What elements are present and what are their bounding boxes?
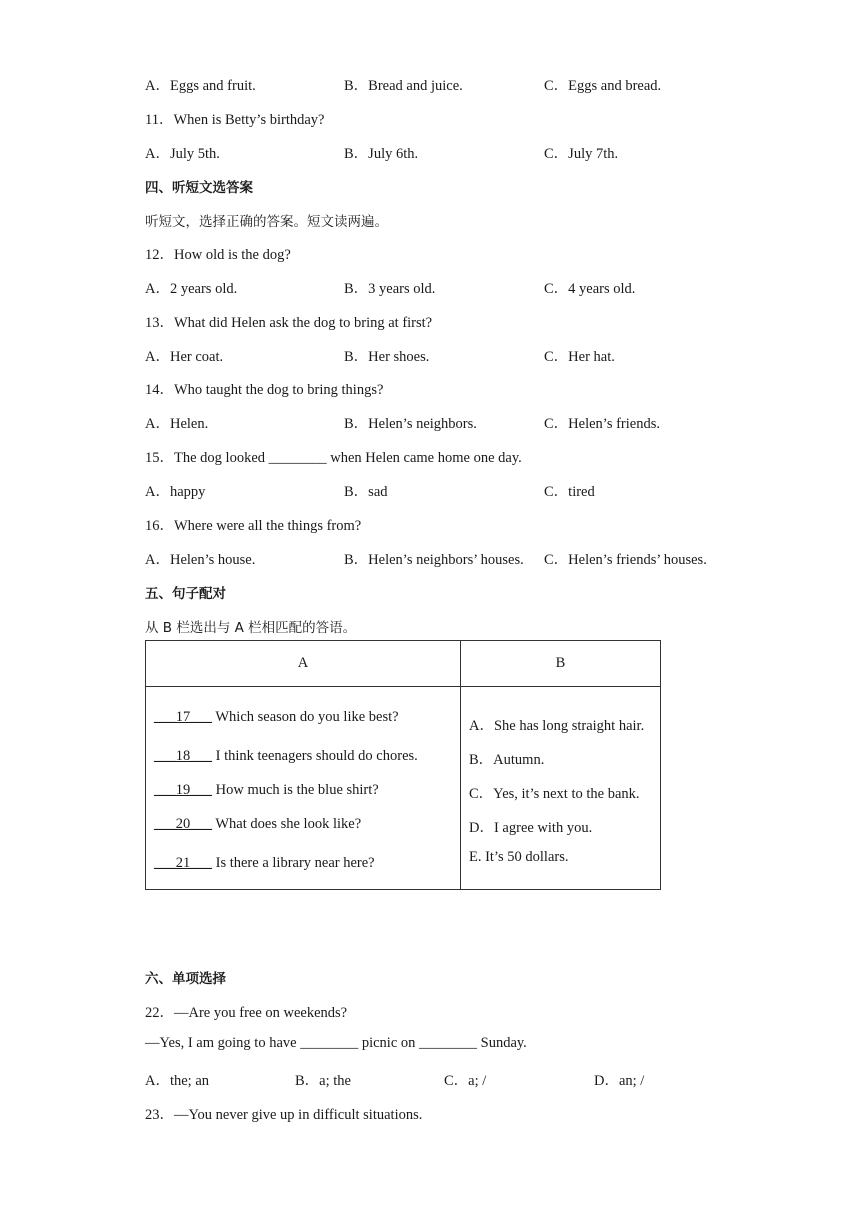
q15-question: 15．The dog looked ________ when Helen came home one day. (145, 450, 522, 466)
q11-option-c: C．July 7th. (544, 146, 619, 162)
q22-option-b: B．a; the (295, 1073, 351, 1089)
q11-option-b: B．July 6th. (344, 146, 419, 162)
match-item-21 (154, 855, 375, 872)
match-item-20 (154, 816, 361, 833)
q22-question: 22．—Are you free on weekends? (145, 1005, 348, 1021)
match-item-17 (154, 709, 399, 726)
section4-instruction: 听短文，选择正确的答案。短文读两遍。 (145, 214, 388, 230)
q14-option-c: C．Helen’s friends. (544, 416, 660, 432)
q15-option-c: C．tired (544, 484, 595, 500)
answer-option-e: E. It’s 50 dollars. (469, 849, 569, 865)
q10-option-a: A．Eggs and fruit. (145, 78, 256, 94)
match-item-19 (154, 782, 379, 799)
q16-option-b: B．Helen’s neighbors’ houses. (344, 552, 524, 568)
q13-option-c: C．Her hat. (544, 349, 615, 365)
q14-option-b: B．Helen’s neighbors. (344, 416, 477, 432)
q11-question: 11．When is Betty’s birthday? (145, 112, 325, 128)
match-item-text: How much is the blue shirt? (212, 782, 379, 798)
q16-option-c: C．Helen’s friends’ houses. (544, 552, 707, 568)
column-b-cell (461, 687, 661, 890)
q13-question: 13．What did Helen ask the dog to bring at first? (145, 315, 433, 331)
q12-option-c: C．4 years old. (544, 281, 636, 297)
matching-table (145, 640, 661, 890)
q10-option-b: B．Bread and juice. (344, 78, 463, 94)
q13-option-b: B．Her shoes. (344, 349, 430, 365)
q15-option-b: B．sad (344, 484, 388, 500)
section5-instruction: 从 B 栏选出与 A 栏相匹配的答语。 (145, 620, 357, 636)
match-item-18 (154, 748, 418, 765)
q13-option-a: A．Her coat. (145, 349, 224, 365)
match-item-text: What does she look like? (212, 816, 362, 832)
section5-title: 五、句子配对 (145, 586, 226, 602)
answer-blank-17: ___17___ (154, 709, 212, 725)
q12-option-a: A．2 years old. (145, 281, 238, 297)
answer-blank-21: ___21___ (154, 855, 212, 871)
q15-option-a: A．happy (145, 484, 206, 500)
match-item-text: Which season do you like best? (212, 709, 399, 725)
answer-blank-18: ___18___ (154, 748, 212, 764)
answer-option-d: D．I agree with you. (469, 820, 593, 836)
answer-option-c: C．Yes, it’s next to the bank. (469, 786, 640, 802)
q14-question: 14．Who taught the dog to bring things? (145, 382, 384, 398)
match-item-text: Is there a library near here? (212, 855, 375, 871)
section4-title: 四、听短文选答案 (145, 180, 253, 196)
q22-option-c: C．a; / (444, 1073, 487, 1089)
match-item-text: I think teenagers should do chores. (212, 748, 418, 764)
q16-question: 16．Where were all the things from? (145, 518, 362, 534)
q22-option-a: A．the; an (145, 1073, 210, 1089)
answer-option-b: B．Autumn. (469, 752, 545, 768)
column-b-header: B (461, 641, 661, 687)
section6-title: 六、单项选择 (145, 971, 226, 987)
q22-option-d: D．an; / (594, 1073, 645, 1089)
q12-option-b: B．3 years old. (344, 281, 436, 297)
q22-response: —Yes, I am going to have ________ picnic on ________ Sunday. (145, 1035, 527, 1051)
answer-blank-20: ___20___ (154, 816, 212, 832)
q16-option-a: A．Helen’s house. (145, 552, 256, 568)
q10-option-c: C．Eggs and bread. (544, 78, 662, 94)
column-a-cell (146, 687, 461, 890)
q12-question: 12．How old is the dog? (145, 247, 291, 263)
q14-option-a: A．Helen. (145, 416, 209, 432)
column-a-header: A (146, 641, 461, 687)
q23-question: 23．—You never give up in difficult situations. (145, 1107, 423, 1123)
q11-option-a: A．July 5th. (145, 146, 220, 162)
answer-option-a: A．She has long straight hair. (469, 718, 645, 734)
answer-blank-19: ___19___ (154, 782, 212, 798)
